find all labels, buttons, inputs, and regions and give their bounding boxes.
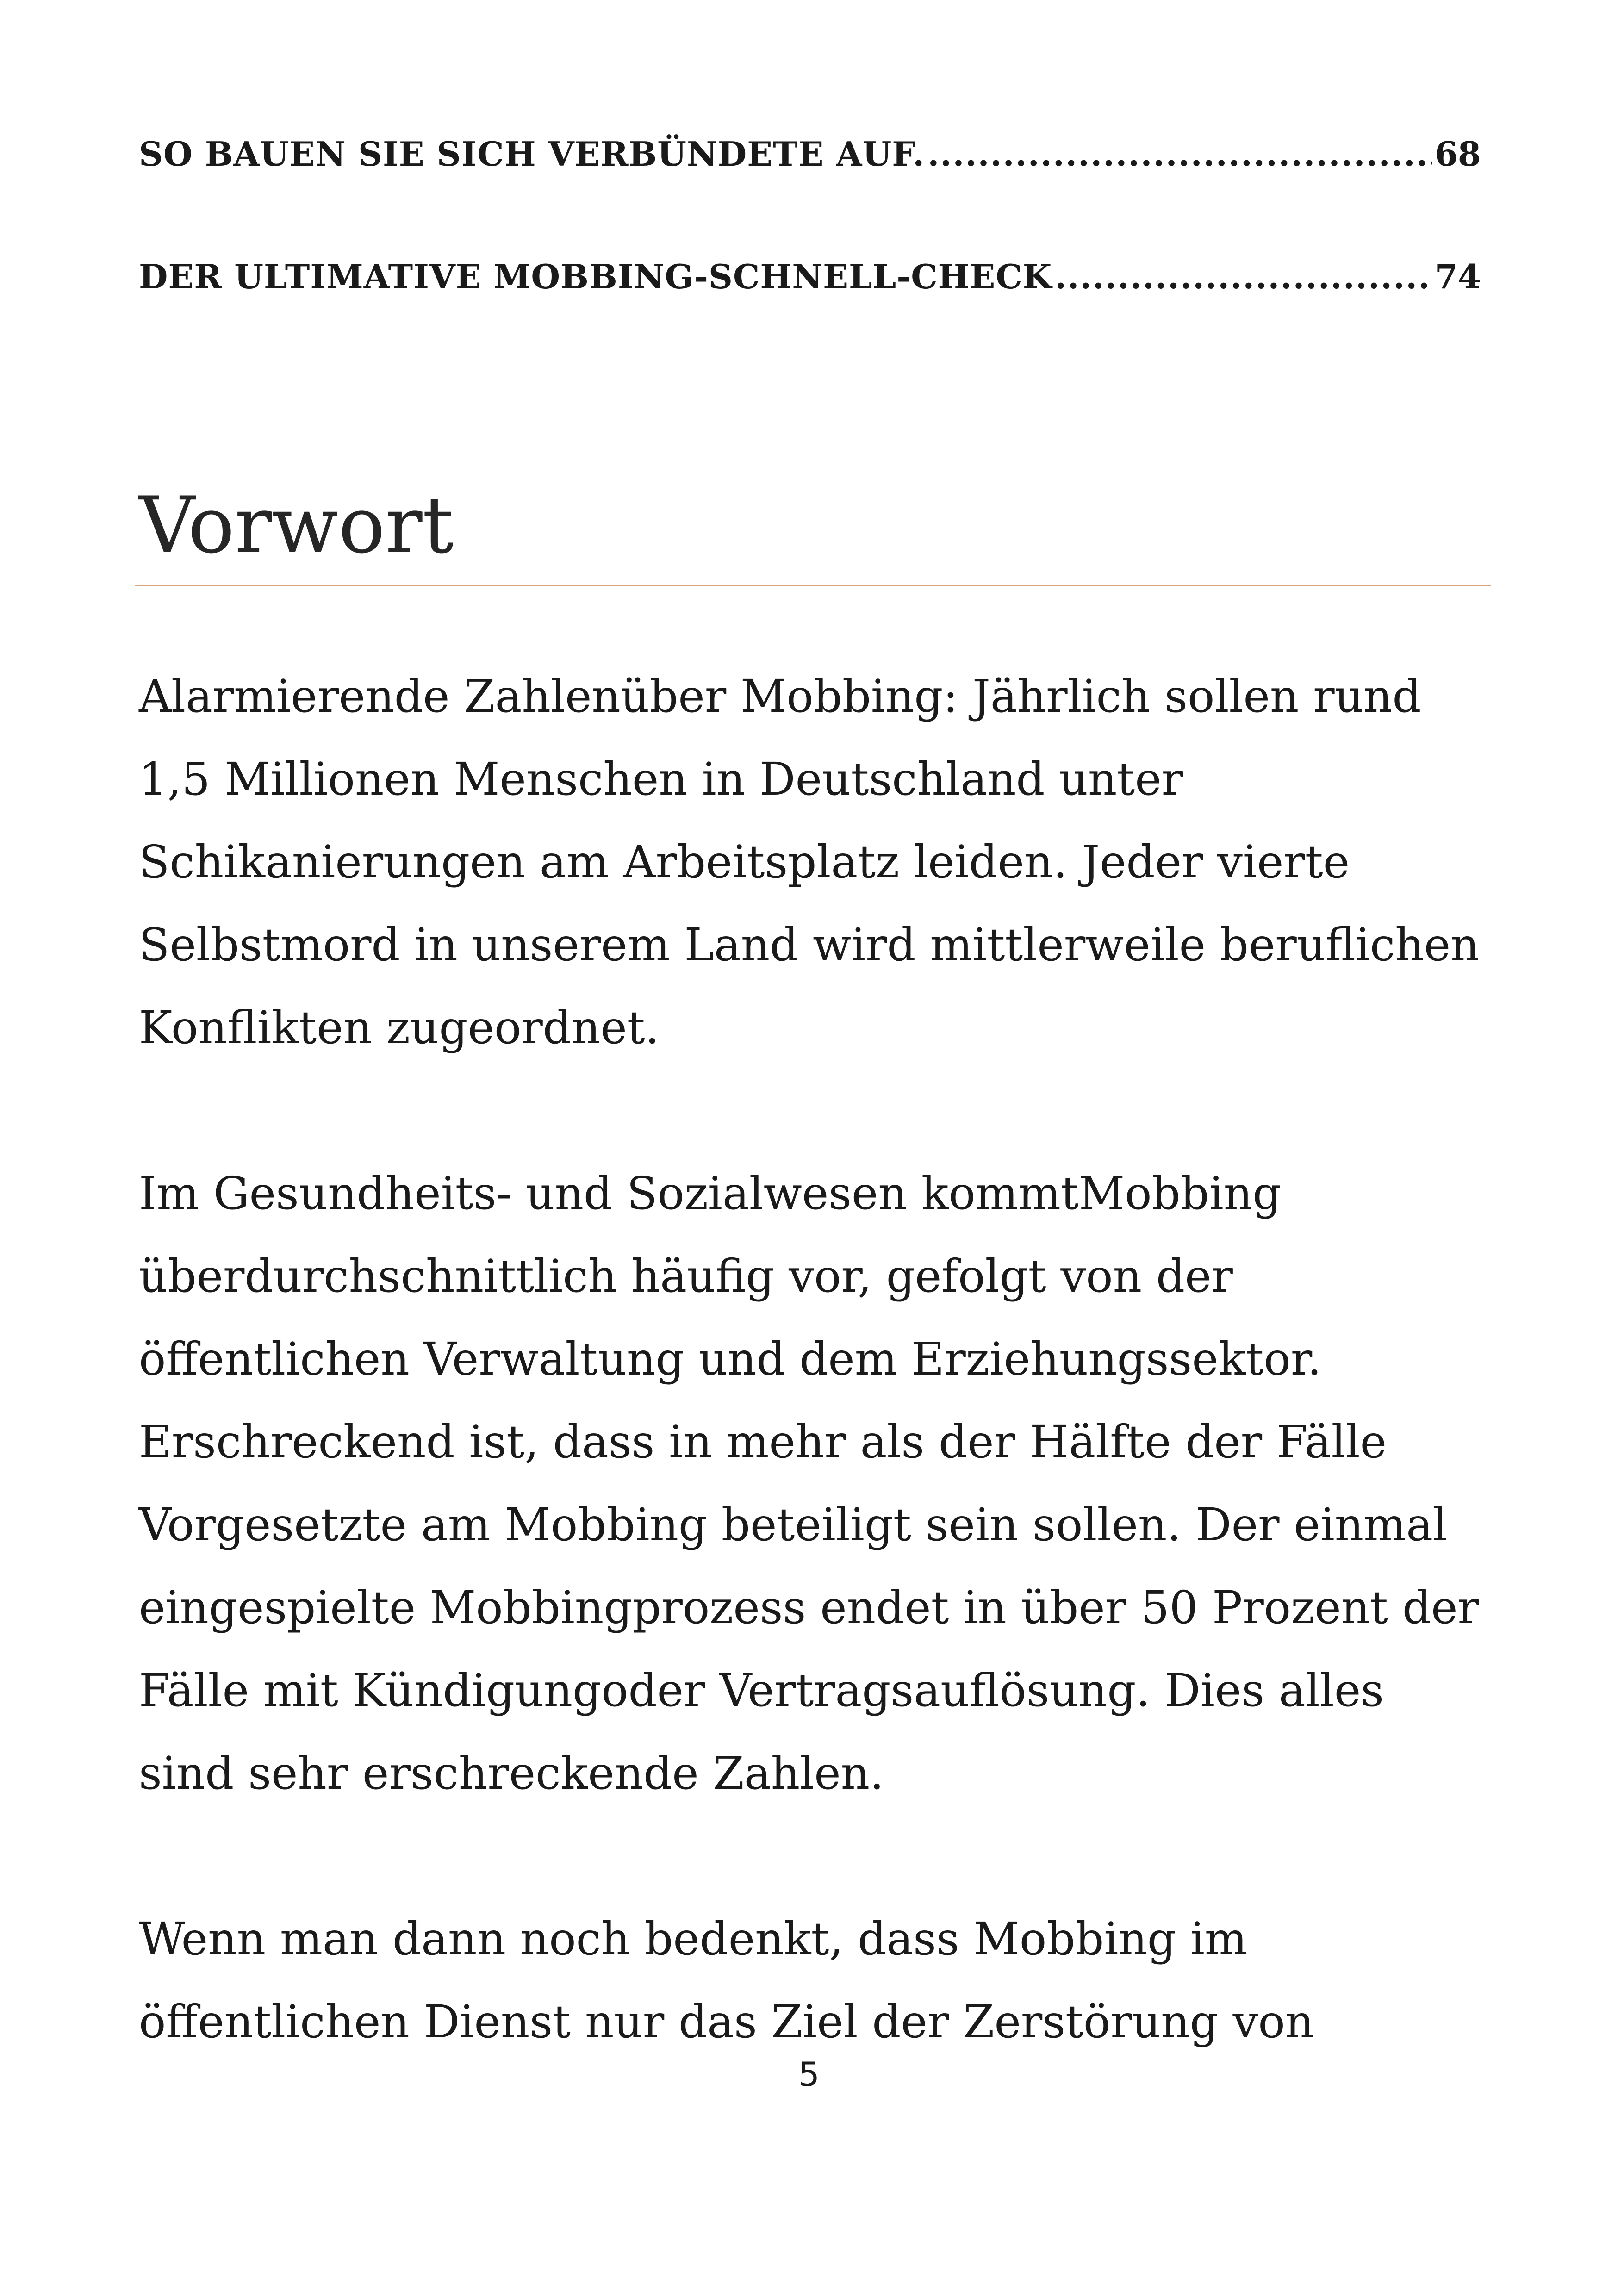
paragraph	[139, 1152, 1504, 1815]
paragraph	[139, 1898, 1504, 2063]
section-heading-block	[135, 479, 1491, 586]
text-line: Im Gesundheits- und Sozialwesen kommtMobbing	[139, 1167, 1282, 1220]
text-line: überdurchschnittlich häufig vor, gefolgt von der	[139, 1250, 1233, 1302]
text-line: Erschreckend ist, dass in mehr als der Hälfte der Fälle	[139, 1416, 1387, 1468]
text-line: Wenn man dann noch bedenkt, dass Mobbing im	[139, 1913, 1247, 1965]
section-heading: Vorwort	[139, 480, 454, 571]
toc-entry-title: DER ULTIMATIVE MOBBING-SCHNELL-CHECK	[139, 257, 1052, 296]
toc-entry-page: 68	[1434, 134, 1481, 174]
toc-entry[interactable]	[139, 134, 1481, 180]
paragraph	[139, 655, 1504, 1069]
text-line: Konflikten zugeordnet.	[139, 1002, 660, 1054]
toc-entry-page: 74	[1434, 257, 1481, 296]
text-line: Alarmierende Zahlenüber Mobbing: Jährlich sollen rund	[139, 670, 1421, 722]
text-line: Schikanierungen am Arbeitsplatz leiden. Jeder vierte	[139, 836, 1350, 888]
toc-dot-leader	[1055, 257, 1432, 296]
text-line: öffentlichen Dienst nur das Ziel der Zerstörung von	[139, 1996, 1314, 2048]
text-line: 1,5 Millionen Menschen in Deutschland unter	[139, 753, 1183, 805]
heading-underline	[135, 585, 1491, 586]
body-text	[139, 655, 1504, 2146]
table-of-contents	[139, 134, 1481, 380]
text-line: öffentlichen Verwaltung und dem Erziehungssektor.	[139, 1333, 1322, 1385]
text-line: Selbstmord in unserem Land wird mittlerweile beruflichen	[139, 919, 1480, 971]
text-line: Fälle mit Kündigungoder Vertragsauflösung. Dies alles	[139, 1664, 1384, 1717]
toc-entry-title: SO BAUEN SIE SICH VERBÜNDETE AUF.	[139, 134, 925, 174]
toc-entry[interactable]	[139, 257, 1481, 303]
page-number: 5	[798, 2055, 820, 2094]
text-line: Vorgesetzte am Mobbing beteiligt sein sollen. Der einmal	[139, 1499, 1448, 1551]
toc-dot-leader	[927, 134, 1432, 174]
text-line: eingespielte Mobbingprozess endet in über 50 Prozent der	[139, 1581, 1479, 1634]
text-line: sind sehr erschreckende Zahlen.	[139, 1747, 884, 1799]
